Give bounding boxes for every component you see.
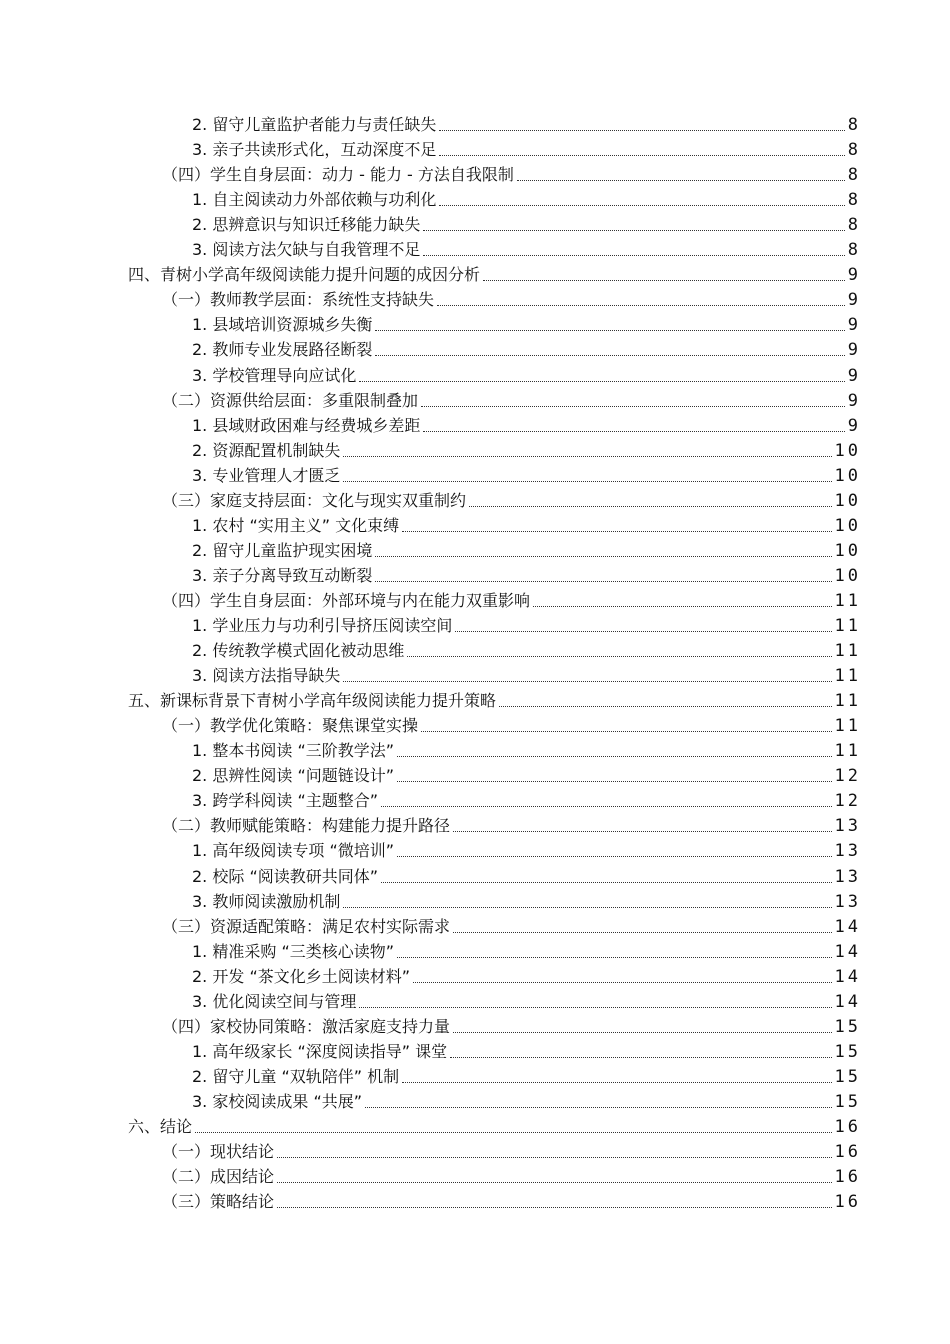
toc-entry[interactable] (192, 436, 861, 461)
toc-page-number: 14 (834, 916, 861, 937)
toc-dot-leader (365, 1106, 831, 1108)
toc-entry[interactable] (192, 836, 861, 862)
toc-page-number: 10 (834, 540, 861, 561)
toc-entry-label: 3. 阅读方法欠缺与自我管理不足 (192, 240, 421, 260)
toc-page-number: 10 (834, 490, 861, 511)
toc-dot-leader (402, 530, 831, 532)
toc-dot-leader (343, 680, 831, 682)
toc-entry-label: 1. 自主阅读动力外部依赖与功利化 (192, 190, 437, 210)
toc-page-number: 10 (834, 465, 861, 486)
toc-page-number: 8 (847, 240, 861, 261)
toc-page-number: 14 (834, 941, 861, 962)
toc-entry-label: 1. 高年级家长 “深度阅读指导” 课堂 (192, 1041, 448, 1061)
toc-entry[interactable] (162, 160, 861, 186)
toc-entry-label: （四）家校协同策略：激活家庭支持力量 (162, 1016, 451, 1036)
toc-dot-leader (439, 129, 844, 131)
toc-entry[interactable] (192, 736, 861, 762)
toc-entry-label: （二）教师赋能策略：构建能力提升路径 (162, 816, 451, 836)
toc-entry-label: 2. 教师专业发展路径断裂 (192, 340, 373, 360)
toc-page-number: 11 (834, 691, 861, 712)
toc-entry[interactable] (162, 486, 861, 511)
toc-entry-label: （二）资源供给层面：多重限制叠加 (162, 390, 419, 410)
toc-entry[interactable] (192, 1062, 861, 1087)
toc-dot-leader (423, 430, 844, 432)
toc-page-number: 14 (834, 966, 861, 987)
toc-entry-label: 3. 学校管理导向应试化 (192, 365, 357, 385)
toc-entry[interactable] (128, 686, 861, 712)
toc-dot-leader (343, 455, 831, 457)
toc-dot-leader (453, 830, 832, 832)
toc-entry[interactable] (162, 1187, 861, 1213)
toc-entry-label: 2. 留守儿童监护现实困境 (192, 540, 373, 560)
toc-dot-leader (397, 956, 831, 958)
toc-page-number: 9 (847, 290, 861, 311)
toc-entry-label: 1. 学业压力与功利引导挤压阅读空间 (192, 616, 453, 635)
toc-entry-label: 四、青树小学高年级阅读能力提升问题的成因分析 (128, 265, 481, 285)
toc-entry[interactable] (192, 887, 861, 912)
toc-dot-leader (533, 605, 832, 607)
toc-dot-leader (402, 1081, 831, 1083)
toc-entry-label: 五、新课标背景下青树小学高年级阅读能力提升策略 (128, 691, 497, 711)
toc-dot-leader (421, 730, 832, 732)
toc-page-number: 13 (834, 866, 861, 887)
toc-entry[interactable] (192, 611, 861, 636)
toc-entry-label: 2. 资源配置机制缺失 (192, 440, 341, 460)
toc-entry[interactable] (192, 987, 861, 1012)
toc-entry[interactable] (192, 862, 861, 887)
toc-page-number: 11 (834, 716, 861, 737)
toc-entry-label: 3. 优化阅读空间与管理 (192, 991, 357, 1011)
toc-dot-leader (423, 229, 844, 231)
toc-entry[interactable] (192, 185, 861, 211)
toc-page-number: 11 (834, 741, 861, 762)
toc-entry[interactable] (192, 310, 861, 336)
toc-dot-leader (381, 805, 831, 807)
toc-dot-leader (439, 204, 844, 206)
toc-dot-leader (195, 1131, 832, 1133)
toc-page-number: 11 (834, 616, 861, 636)
toc-dot-leader (517, 179, 845, 181)
toc-entry[interactable] (192, 1037, 861, 1062)
toc-entry-label: 1. 县域财政困难与经费城乡差距 (192, 415, 421, 435)
toc-entry[interactable] (162, 386, 861, 411)
toc-page-number: 16 (834, 1192, 861, 1213)
toc-dot-leader (359, 1006, 831, 1008)
toc-entry-label: （二）成因结论 (162, 1167, 275, 1187)
toc-dot-leader (413, 981, 831, 983)
toc-entry[interactable] (192, 962, 861, 987)
toc-page-number: 8 (847, 115, 861, 135)
toc-entry-label: 3. 教师阅读激励机制 (192, 891, 341, 911)
toc-page-number: 11 (834, 666, 861, 687)
toc-dot-leader (483, 279, 845, 281)
toc-entry[interactable] (128, 260, 861, 286)
toc-dot-leader (450, 1056, 831, 1058)
toc-entry[interactable] (162, 1137, 861, 1163)
toc-entry[interactable] (192, 636, 861, 662)
toc-page-number: 9 (847, 390, 861, 411)
toc-dot-leader (397, 755, 831, 757)
toc-dot-leader (375, 555, 831, 557)
toc-dot-leader (437, 304, 845, 306)
toc-dot-leader (375, 354, 844, 356)
toc-entry[interactable] (192, 661, 861, 687)
toc-page-number: 16 (834, 1142, 861, 1163)
toc-page-number: 16 (834, 1117, 861, 1137)
toc-entry-label: 3. 专业管理人才匮乏 (192, 465, 341, 485)
toc-entry[interactable] (192, 937, 861, 962)
toc-dot-leader (397, 780, 831, 782)
toc-dot-leader (453, 1031, 832, 1033)
toc-page-number: 15 (834, 1066, 861, 1087)
toc-entry[interactable] (192, 561, 861, 586)
toc-entry-label: （一）教师教学层面：系统性支持缺失 (162, 290, 435, 310)
toc-entry[interactable] (128, 1112, 861, 1137)
toc-dot-leader (381, 881, 831, 883)
toc-page-number: 15 (834, 1041, 861, 1062)
toc-dot-leader (375, 580, 831, 582)
toc-page-number: 9 (847, 365, 861, 386)
toc-entry[interactable] (192, 411, 861, 436)
toc-entry-label: 3. 跨学科阅读 “主题整合” (192, 791, 379, 811)
toc-entry-label: 3. 家校阅读成果 “共展” (192, 1091, 363, 1111)
toc-entry[interactable] (192, 511, 861, 536)
toc-entry-label: 1. 高年级阅读专项 “微培训” (192, 841, 395, 861)
toc-entry[interactable] (192, 1087, 861, 1112)
toc-page-number: 13 (834, 891, 861, 912)
toc-entry[interactable] (162, 1162, 861, 1188)
toc-dot-leader (359, 380, 844, 382)
toc-page-number: 10 (834, 440, 861, 461)
toc-dot-leader (407, 655, 831, 657)
toc-entry[interactable] (192, 210, 861, 236)
toc-dot-leader (499, 705, 832, 707)
toc-dot-leader (343, 480, 831, 482)
toc-entry-label: 1. 县域培训资源城乡失衡 (192, 315, 373, 335)
toc-entry[interactable] (192, 135, 861, 161)
toc-dot-leader (375, 329, 844, 331)
toc-entry[interactable] (192, 461, 861, 486)
toc-entry[interactable] (192, 361, 861, 386)
toc-entry-label: 2. 校际 “阅读教研共同体” (192, 866, 379, 886)
toc-entry-label: （四）学生自身层面：外部环境与内在能力双重影响 (162, 590, 531, 610)
toc-entry[interactable] (162, 711, 861, 737)
toc-entry-label: 1. 整本书阅读 “三阶教学法” (192, 741, 395, 761)
toc-page-number: 9 (847, 340, 861, 361)
toc-entry-label: 2. 传统教学模式固化被动思维 (192, 641, 405, 661)
toc-entry[interactable] (192, 761, 861, 787)
toc-dot-leader (453, 931, 832, 933)
toc-entry-label: 六、结论 (128, 1117, 193, 1136)
toc-dot-leader (397, 855, 831, 857)
toc-page-number: 8 (847, 140, 861, 161)
toc-entry-label: 3. 阅读方法指导缺失 (192, 666, 341, 686)
toc-entry[interactable] (162, 1012, 861, 1037)
toc-page-number: 9 (847, 265, 861, 286)
toc-dot-leader (343, 906, 831, 908)
toc-entry-label: （一）现状结论 (162, 1142, 275, 1162)
toc-page-number: 9 (847, 315, 861, 336)
toc-entry-label: 3. 亲子分离导致互动断裂 (192, 565, 373, 585)
toc-entry[interactable] (162, 586, 861, 611)
toc-page-number: 13 (834, 816, 861, 837)
toc-page-number: 16 (834, 1167, 861, 1188)
toc-page-number: 11 (834, 590, 861, 611)
toc-entry[interactable] (192, 110, 861, 135)
toc-page-number: 9 (847, 415, 861, 436)
toc-entry-label: （三）策略结论 (162, 1192, 275, 1212)
toc-entry-label: 2. 留守儿童 “双轨陪伴” 机制 (192, 1066, 400, 1086)
toc-entry[interactable] (192, 786, 861, 812)
toc-entry-label: （三）资源适配策略：满足农村实际需求 (162, 916, 451, 936)
toc-dot-leader (469, 505, 832, 507)
toc-page-number: 11 (834, 641, 861, 662)
toc-page-number: 12 (834, 766, 861, 787)
toc-entry-label: 2. 思辨性阅读 “问题链设计” (192, 766, 395, 786)
toc-dot-leader (455, 630, 831, 632)
toc-page-number: 8 (847, 190, 861, 211)
toc-page-number: 14 (834, 991, 861, 1012)
toc-page-number: 15 (834, 1016, 861, 1037)
toc-entry[interactable] (162, 285, 861, 311)
toc-dot-leader (277, 1181, 832, 1183)
toc-page-number: 8 (847, 215, 861, 236)
toc-dot-leader (421, 405, 845, 407)
toc-page-number: 13 (834, 841, 861, 862)
toc-page-number: 10 (834, 515, 861, 536)
toc-page-number: 15 (834, 1091, 861, 1112)
toc-entry[interactable] (192, 235, 861, 261)
toc-dot-leader (423, 254, 844, 256)
toc-entry[interactable] (162, 811, 861, 837)
toc-entry-label: 1. 农村 “实用主义” 文化束缚 (192, 515, 400, 535)
toc-page-number: 10 (834, 565, 861, 586)
toc-dot-leader (439, 154, 844, 156)
toc-page-number: 12 (834, 791, 861, 812)
toc-entry[interactable] (162, 912, 861, 937)
toc-entry[interactable] (192, 335, 861, 361)
toc-dot-leader (277, 1156, 832, 1158)
toc-entry-label: （一）教学优化策略：聚焦课堂实操 (162, 716, 419, 736)
toc-dot-leader (277, 1206, 832, 1208)
toc-entry-label: （三）家庭支持层面：文化与现实双重制约 (162, 490, 467, 510)
toc-entry-label: 2. 思辨意识与知识迁移能力缺失 (192, 215, 421, 235)
toc-entry-label: 2. 开发 “茶文化乡土阅读材料” (192, 966, 411, 986)
toc-entry-label: 1. 精准采购 “三类核心读物” (192, 941, 395, 961)
toc-entry[interactable] (192, 536, 861, 561)
toc-entry-label: 2. 留守儿童监护者能力与责任缺失 (192, 115, 437, 134)
toc-page-number: 8 (847, 165, 861, 186)
toc-entry-label: 3. 亲子共读形式化，互动深度不足 (192, 140, 437, 160)
toc-entry-label: （四）学生自身层面：动力 - 能力 - 方法自我限制 (162, 165, 514, 185)
